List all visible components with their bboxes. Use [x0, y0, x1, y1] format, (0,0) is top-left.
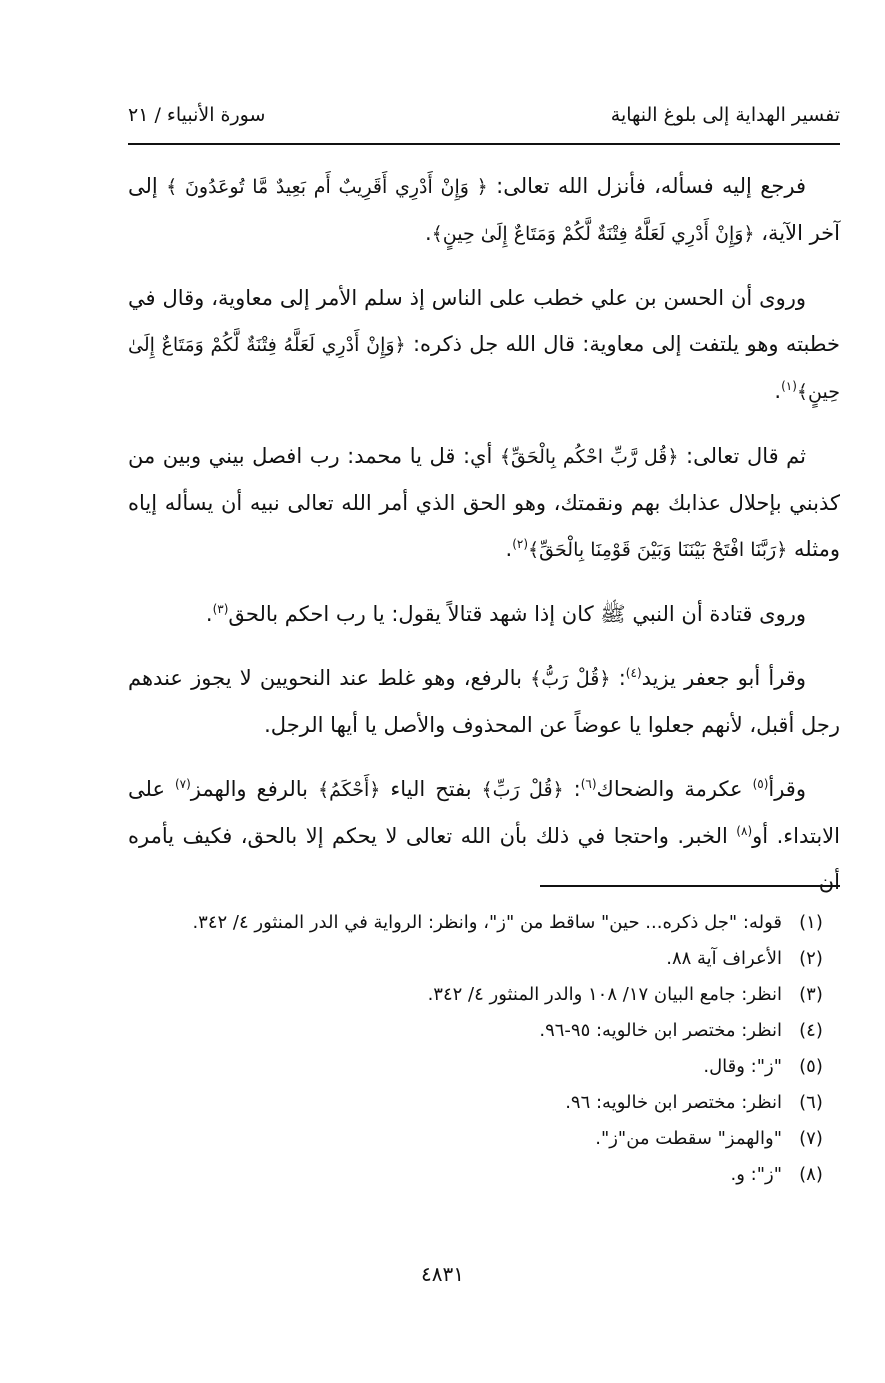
footnote-number: (١): [799, 912, 823, 933]
footnote-ref: (٤): [625, 666, 642, 680]
paragraph: [128, 433, 840, 573]
paragraph-text: على الابتداء. أو: [128, 777, 840, 848]
footnote-number: (٣): [799, 984, 823, 1005]
footnote-text: انظر: مختصر ابن خالويه: ٩٦.: [565, 1092, 782, 1113]
paragraph: [128, 275, 840, 415]
running-header: [128, 95, 840, 135]
paragraph-text: إلى آخر الآية،: [128, 174, 840, 245]
paragraph-text: بالرفع والهمز: [190, 777, 318, 801]
paragraph-text: .: [424, 221, 432, 245]
quran-quote: ﴿ وَإِنْ أَدْرِي أَقَرِيبٌ أَم بَعِيدٌ مَّا تُوعَدُونَ ﴾: [166, 176, 488, 198]
footnote-number: (٦): [799, 1092, 823, 1113]
footnote-ref: (٥): [752, 777, 769, 791]
paragraph-text: بالرفع، وهو غلط عند النحويين لا يجوز عندهم رجل أقبل، لأنهم جعلوا يا عوضاً عن المحذوف والأصل يا أيها الرجل.: [128, 666, 840, 737]
footnote-ref: (٧): [174, 777, 191, 791]
quran-quote: ﴿وَإِنْ أَدْرِي لَعَلَّهُ فِتْنَةٌ لَّكُمْ وَمَتَاعٌ إِلَىٰ حِينٍ﴾: [128, 334, 840, 403]
footnote-ref: (١): [781, 379, 797, 393]
paragraph-text: وقرأ: [768, 777, 806, 801]
footnote-ref: (٢): [512, 537, 529, 551]
footnote-text: انظر: مختصر ابن خالويه: ٩٥-٩٦.: [539, 1020, 782, 1041]
footnotes: [128, 905, 840, 1193]
paragraph-text: وروى أن الحسن بن علي خطب على الناس إذ سلم الأمر إلى معاوية، وقال في خطبته وهو يلتفت إلى معاوية: قال الله جل ذكره:: [128, 286, 840, 356]
quran-quote: ﴿قُلْ رَبُّ﴾: [530, 668, 611, 690]
paragraph-text: .: [505, 537, 513, 561]
footnote-text: قوله: "جل ذكره... حين" ساقط من "ز"، وانظر: الرواية في الدر المنثور ٤/ ٣٤٢.: [192, 912, 782, 933]
paragraph-text: بفتح الياء: [380, 777, 482, 801]
footnote-ref: (٣): [212, 602, 229, 616]
paragraph-text: عكرمة والضحاك: [596, 777, 753, 801]
paragraph-text: وروى قتادة أن النبي ﷺ كان إذا شهد قتالاً يقول: يا رب احكم بالحق: [228, 602, 806, 626]
footnote-item: [128, 1013, 840, 1049]
paragraph: [128, 655, 840, 748]
footnote-text: "ز": و.: [730, 1164, 782, 1185]
footnote-item: [128, 1157, 840, 1193]
main-text: [128, 163, 840, 923]
header-divider: [128, 143, 840, 145]
paragraph: [128, 163, 840, 257]
page-number: ٤٨٣١: [421, 1262, 464, 1286]
paragraph-text: أي: قل يا محمد: رب افصل بيني وبين من كذبني بإحلال عذابك بهم ونقمتك، وهو الحق الذي أمر الله تعالى نبيه أن يسأله إياه ومثله: [128, 444, 840, 561]
footnote-divider: [540, 885, 840, 887]
footnote-item: [128, 1049, 840, 1085]
paragraph-text: الخبر. واحتجا في ذلك بأن الله تعالى لا يحكم إلا بالحق، فكيف يأمره أن: [128, 824, 840, 894]
surah-reference: سورة الأنبياء / ٢١: [128, 104, 266, 126]
footnote-item: [128, 1121, 840, 1157]
quran-quote: ﴿قُلْ رَبِّ﴾: [481, 779, 564, 801]
footnote-item: [128, 977, 840, 1013]
paragraph-text: .: [205, 602, 213, 626]
paragraph-text: :: [610, 666, 626, 690]
footnote-ref: (٨): [736, 824, 753, 838]
footnote-number: (٧): [799, 1128, 823, 1149]
footnote-number: (٥): [799, 1056, 823, 1077]
paragraph-text: وقرأ أبو جعفر يزيد: [641, 666, 806, 690]
footnote-text: الأعراف آية ٨٨.: [666, 948, 782, 969]
footnote-text: "والهمز" سقطت من"ز".: [595, 1128, 782, 1149]
quran-quote: ﴿قُل رَّبِّ احْكُم بِالْحَقِّ﴾: [499, 446, 679, 468]
footnote-number: (٤): [799, 1020, 823, 1041]
footnote-text: انظر: جامع البيان ١٧/ ١٠٨ والدر المنثور ٤/ ٣٤٢.: [427, 984, 782, 1005]
paragraph-text: .: [774, 379, 782, 403]
footnote-item: [128, 905, 840, 941]
footnote-item: [128, 1085, 840, 1121]
footnote-number: (٢): [799, 948, 823, 969]
quran-quote: ﴿أَحْكَمُ﴾: [317, 779, 381, 801]
paragraph-text: :: [563, 777, 581, 801]
footnote-text: "ز": وقال.: [703, 1056, 782, 1077]
book-title: تفسير الهداية إلى بلوغ النهاية: [610, 104, 840, 126]
footnote-number: (٨): [799, 1164, 823, 1185]
footnote-item: [128, 941, 840, 977]
paragraph-text: فرجع إليه فسأله، فأنزل الله تعالى:: [487, 174, 806, 198]
paragraph: [128, 591, 840, 637]
quran-quote: ﴿وَإِنْ أَدْرِي لَعَلَّهُ فِتْنَةٌ لَّكُمْ وَمَتَاعٌ إِلَىٰ حِينٍ﴾: [431, 223, 755, 245]
paragraph-text: ثم قال تعالى:: [678, 444, 806, 468]
footnote-ref: (٦): [580, 777, 597, 791]
quran-quote: ﴿رَبَّنَا افْتَحْ بَيْنَنَا وَبَيْنَ قَوْمِنَا بِالْحَقِّ﴾: [528, 539, 788, 561]
